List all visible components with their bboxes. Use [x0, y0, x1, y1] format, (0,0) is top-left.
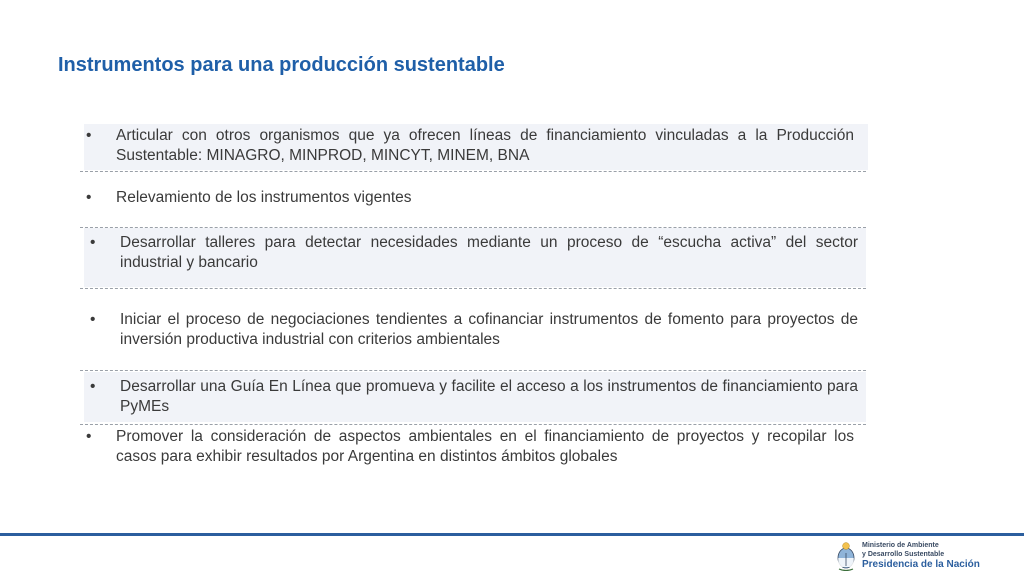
divider — [80, 424, 866, 425]
bullet-item-5 — [84, 372, 866, 422]
slide-title: Instrumentos para una producción sustentable — [58, 54, 505, 76]
divider — [80, 171, 866, 172]
bullet-item-2 — [84, 188, 868, 212]
footer-bar — [0, 533, 1024, 536]
bullet-marker: • — [90, 234, 96, 251]
bullet-text: Iniciar el proceso de negociaciones tendientes a cofinanciar instrumentos de fomento para proyectos de inversión productiva industrial con criterios ambientales — [120, 311, 858, 348]
bullet-text: Articular con otros organismos que ya ofrecen líneas de financiamiento vinculadas a la Producción Sustentable: MINAGRO, MINPROD, MINCYT, MINEM, BNA — [116, 127, 854, 164]
divider — [80, 288, 866, 289]
bullet-item-6 — [84, 427, 868, 473]
ministry-logo — [836, 540, 996, 572]
bullet-marker: • — [90, 311, 96, 328]
bullet-item-3 — [84, 228, 866, 287]
logo-ministry-line: Ministerio de Ambiente — [862, 542, 939, 549]
bullet-marker: • — [86, 428, 92, 445]
coat-of-arms-icon — [836, 541, 856, 571]
bullet-marker: • — [86, 127, 92, 144]
divider — [80, 370, 866, 371]
bullet-item-4 — [84, 310, 866, 360]
bullet-item-1 — [84, 124, 868, 170]
bullet-marker: • — [86, 189, 92, 206]
bullet-text: Promover la consideración de aspectos ambientales en el financiamiento de proyectos y recopilar los casos para exhibir resultados por Argentina en distintos ámbitos globales — [116, 428, 854, 465]
bullet-text: Relevamiento de los instrumentos vigentes — [116, 189, 412, 206]
bullet-marker: • — [90, 378, 96, 395]
logo-ministry-line: y Desarrollo Sustentable — [862, 551, 945, 558]
bullet-text: Desarrollar una Guía En Línea que promueva y facilite el acceso a los instrumentos de financiamiento para PyMEs — [120, 378, 858, 415]
logo-presidency-line: Presidencia de la Nación — [862, 559, 980, 570]
bullet-text: Desarrollar talleres para detectar necesidades mediante un proceso de “escucha activa” del sector industrial y bancario — [120, 234, 858, 271]
